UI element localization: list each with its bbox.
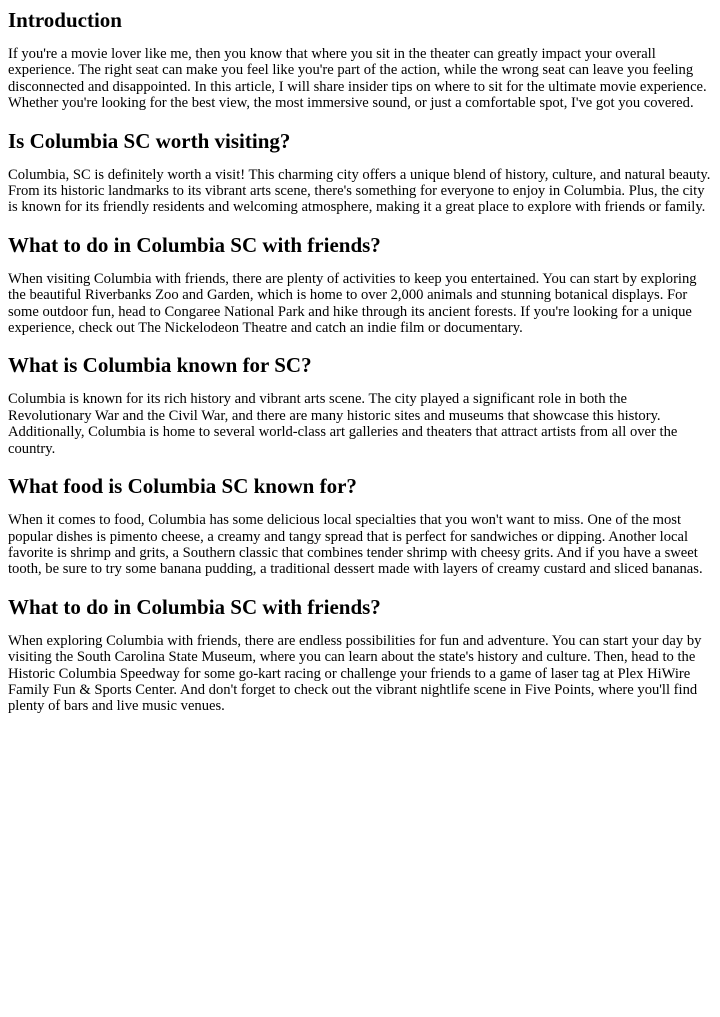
section-paragraph: When visiting Columbia with friends, there are plenty of activities to keep you entertained. You can start by exploring the beautiful Riverbanks Zoo and Garden, which is home to over 2,000 animals and stunning botanical displays. For some outdoor fun, head to Congaree National Park and hike through its ancient forests. If you're looking for a unique experience, check out The Nickelodeon Theatre and catch an indie film or documentary. [8, 270, 697, 337]
section-heading: What food is Columbia SC known for? [8, 474, 357, 499]
section-introduction [8, 0, 712, 112]
section-food [8, 474, 712, 578]
section-paragraph: When exploring Columbia with friends, there are endless possibilities for fun and adventure. You can start your day by visiting the South Carolina State Museum, where you can learn about the state's history and culture. Then, head to the Historic Columbia Speedway for some go-kart racing or challenge your friends to a game of laser tag at Plex HiWire Family Fun & Sports Center. And don't forget to check out the vibrant nightlife scene in Five Points, where you'll find plenty of bars and live music venues. [8, 632, 702, 715]
section-paragraph: If you're a movie lover like me, then you know that where you sit in the theater can greatly impact your overall experience. The right seat can make you feel like you're part of the action, while the wrong seat can leave you feeling disconnected and disappointed. In this article, I will share insider tips on where to sit for the ultimate movie experience. Whether you're looking for the best view, the most immersive sound, or just a comfortable spot, I've got you covered. [8, 46, 707, 112]
section-worth-visiting [8, 129, 712, 216]
section-heading: What to do in Columbia SC with friends? [8, 594, 381, 619]
section-things-to-do [8, 233, 712, 337]
section-paragraph: When it comes to food, Columbia has some delicious local specialties that you won't want to miss. One of the most popular dishes is pimento cheese, a creamy and tangy spread that is perfect for sandwiches or dipping. Another local favorite is shrimp and grits, a Southern classic that combines tender shrimp with cheesy grits. And if you have a sweet tooth, be sure to try some banana pudding, a traditional dessert made with layers of creamy custard and sliced bananas. [8, 512, 703, 578]
section-things-to-do-2 [8, 595, 712, 715]
section-heading: Is Columbia SC worth visiting? [8, 128, 291, 153]
section-heading: What is Columbia known for SC? [8, 353, 312, 378]
section-paragraph: Columbia is known for its rich history and vibrant arts scene. The city played a significant role in both the Revolutionary War and the Civil War, and there are many historic sites and museums that showcase this history. Additionally, Columbia is home to several world-class art galleries and theaters that attract artists from all over the country. [8, 391, 678, 457]
section-known-for [8, 353, 712, 457]
section-heading: What to do in Columbia SC with friends? [8, 232, 381, 257]
section-paragraph: Columbia, SC is definitely worth a visit! This charming city offers a unique blend of history, culture, and natural beauty. From its historic landmarks to its vibrant arts scene, there's something for everyone to enjoy in Columbia. Plus, the city is known for its friendly residents and welcoming atmosphere, making it a great place to explore with friends or family. [8, 166, 711, 216]
section-heading: Introduction [8, 8, 122, 32]
